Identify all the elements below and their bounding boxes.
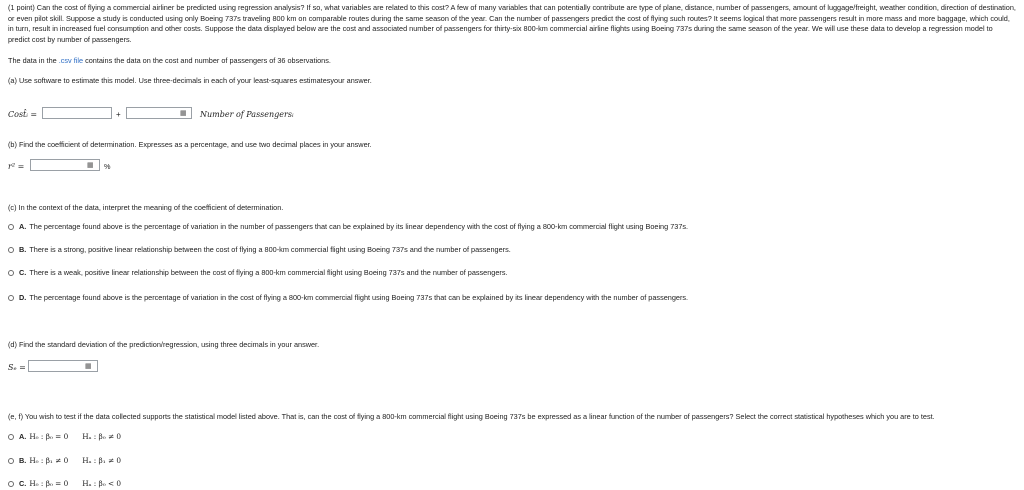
grid-icon[interactable]: ▦ xyxy=(87,161,94,169)
part-c-option-d[interactable]: D. The percentage found above is the percentage of variation in the cost of flying a 800-km commercial flight using Boeing 737s that can be explained by its linear dependency with the number of passengers. xyxy=(8,293,688,302)
part-c-prompt: (c) In the context of the data, interpret the meaning of the coefficient of determination. xyxy=(8,203,284,212)
alternative-hypothesis: Hₐ : β₀ < 0 xyxy=(82,479,122,488)
null-hypothesis: H₀ : β₁ ≠ 0 xyxy=(29,456,69,465)
alternative-hypothesis: Hₐ : β₁ ≠ 0 xyxy=(82,456,122,465)
radio-button[interactable] xyxy=(8,247,14,253)
alternative-hypothesis: Hₐ : β₀ ≠ 0 xyxy=(82,432,122,441)
part-e-prompt: (e, f) You wish to test if the data collected supports the statistical model listed above. That is, can the cost of flying a 800-km commercial flight using Boeing 737s be expressed as a linear function of the number of passengers? Select the correct statistical hypotheses which you are to test. xyxy=(8,412,935,421)
part-c-option-a[interactable]: A. The percentage found above is the percentage of variation in the number of passengers that can be explained by its linear dependency with the cost of flying a 800-km commercial flight using Boeing 737s. xyxy=(8,222,688,231)
grid-icon[interactable]: ▦ xyxy=(180,109,187,117)
radio-button[interactable] xyxy=(8,458,14,464)
null-hypothesis: H₀ : β₀ = 0 xyxy=(29,479,69,488)
intercept-input[interactable] xyxy=(42,107,112,119)
grid-icon[interactable]: ▦ xyxy=(85,362,92,370)
data-description: The data in the .csv file contains the data on the cost and number of passengers of 36 observations. xyxy=(8,56,331,65)
question-intro xyxy=(8,3,1016,45)
radio-button[interactable] xyxy=(8,434,14,440)
radio-button[interactable] xyxy=(8,481,14,487)
part-d-prompt: (d) Find the standard deviation of the prediction/regression, using three decimals in your answer. xyxy=(8,340,320,349)
points-label: (1 point) xyxy=(8,3,35,12)
part-e-option-a[interactable]: A. H₀ : β₀ = 0 Hₐ : β₀ ≠ 0 xyxy=(8,432,121,441)
se-label: Sₑ = xyxy=(8,363,26,372)
plus-sign: + xyxy=(116,110,121,119)
cost-hat-label: Cost̂ᵢ = xyxy=(8,110,38,119)
radio-button[interactable] xyxy=(8,270,14,276)
csv-file-link[interactable]: .csv file xyxy=(58,56,84,65)
part-c-option-b[interactable]: B. There is a strong, positive linear relationship between the cost of flying a 800-km commercial flight using Boeing 737s and the number of passengers. xyxy=(8,245,511,254)
r-squared-label: r² = xyxy=(8,162,25,171)
number-of-passengers-label: Number of Passengersᵢ xyxy=(200,110,294,119)
radio-button[interactable] xyxy=(8,224,14,230)
radio-button[interactable] xyxy=(8,295,14,301)
part-b-prompt: (b) Find the coefficient of determination. Expresses as a percentage, and use two decimal places in your answer. xyxy=(8,140,372,149)
intro-text: Can the cost of flying a commercial airliner be predicted using regression analysis? If so, what variables are related to this cost? A few of many variables that can potentially contribute are type of plane, distance, number of passengers, amount of luggage/freight, weather condition, direction of destination, or even pilot skill. Suppose a study is conducted using only Boeing 737s traveling 800 km on comparable routes during the same season of the year. Can the number of passengers predict the cost of flying such routes? It seems logical that more passengers result in more mass and more baggage, which could, in turn, result in increased fuel consumption and other costs. Suppose the data displayed below are the cost and associated number of passengers for thirty-six 800-km commercial airline flights using Boeing 737s during the same season of the year. We will use these data to develop a regression model to predict cost by number of passengers. xyxy=(8,3,1016,44)
null-hypothesis: H₀ : β₀ = 0 xyxy=(29,432,69,441)
part-c-option-c[interactable]: C. There is a weak, positive linear relationship between the cost of flying a 800-km commercial flight using Boeing 737s and the number of passengers. xyxy=(8,268,508,277)
part-e-option-c[interactable]: C. H₀ : β₀ = 0 Hₐ : β₀ < 0 xyxy=(8,479,121,488)
part-a-prompt: (a) Use software to estimate this model. Use three-decimals in each of your least-squares estimatesyour answer. xyxy=(8,76,372,85)
part-e-option-b[interactable]: B. H₀ : β₁ ≠ 0 Hₐ : β₁ ≠ 0 xyxy=(8,456,121,465)
percent-unit: % xyxy=(104,162,111,171)
